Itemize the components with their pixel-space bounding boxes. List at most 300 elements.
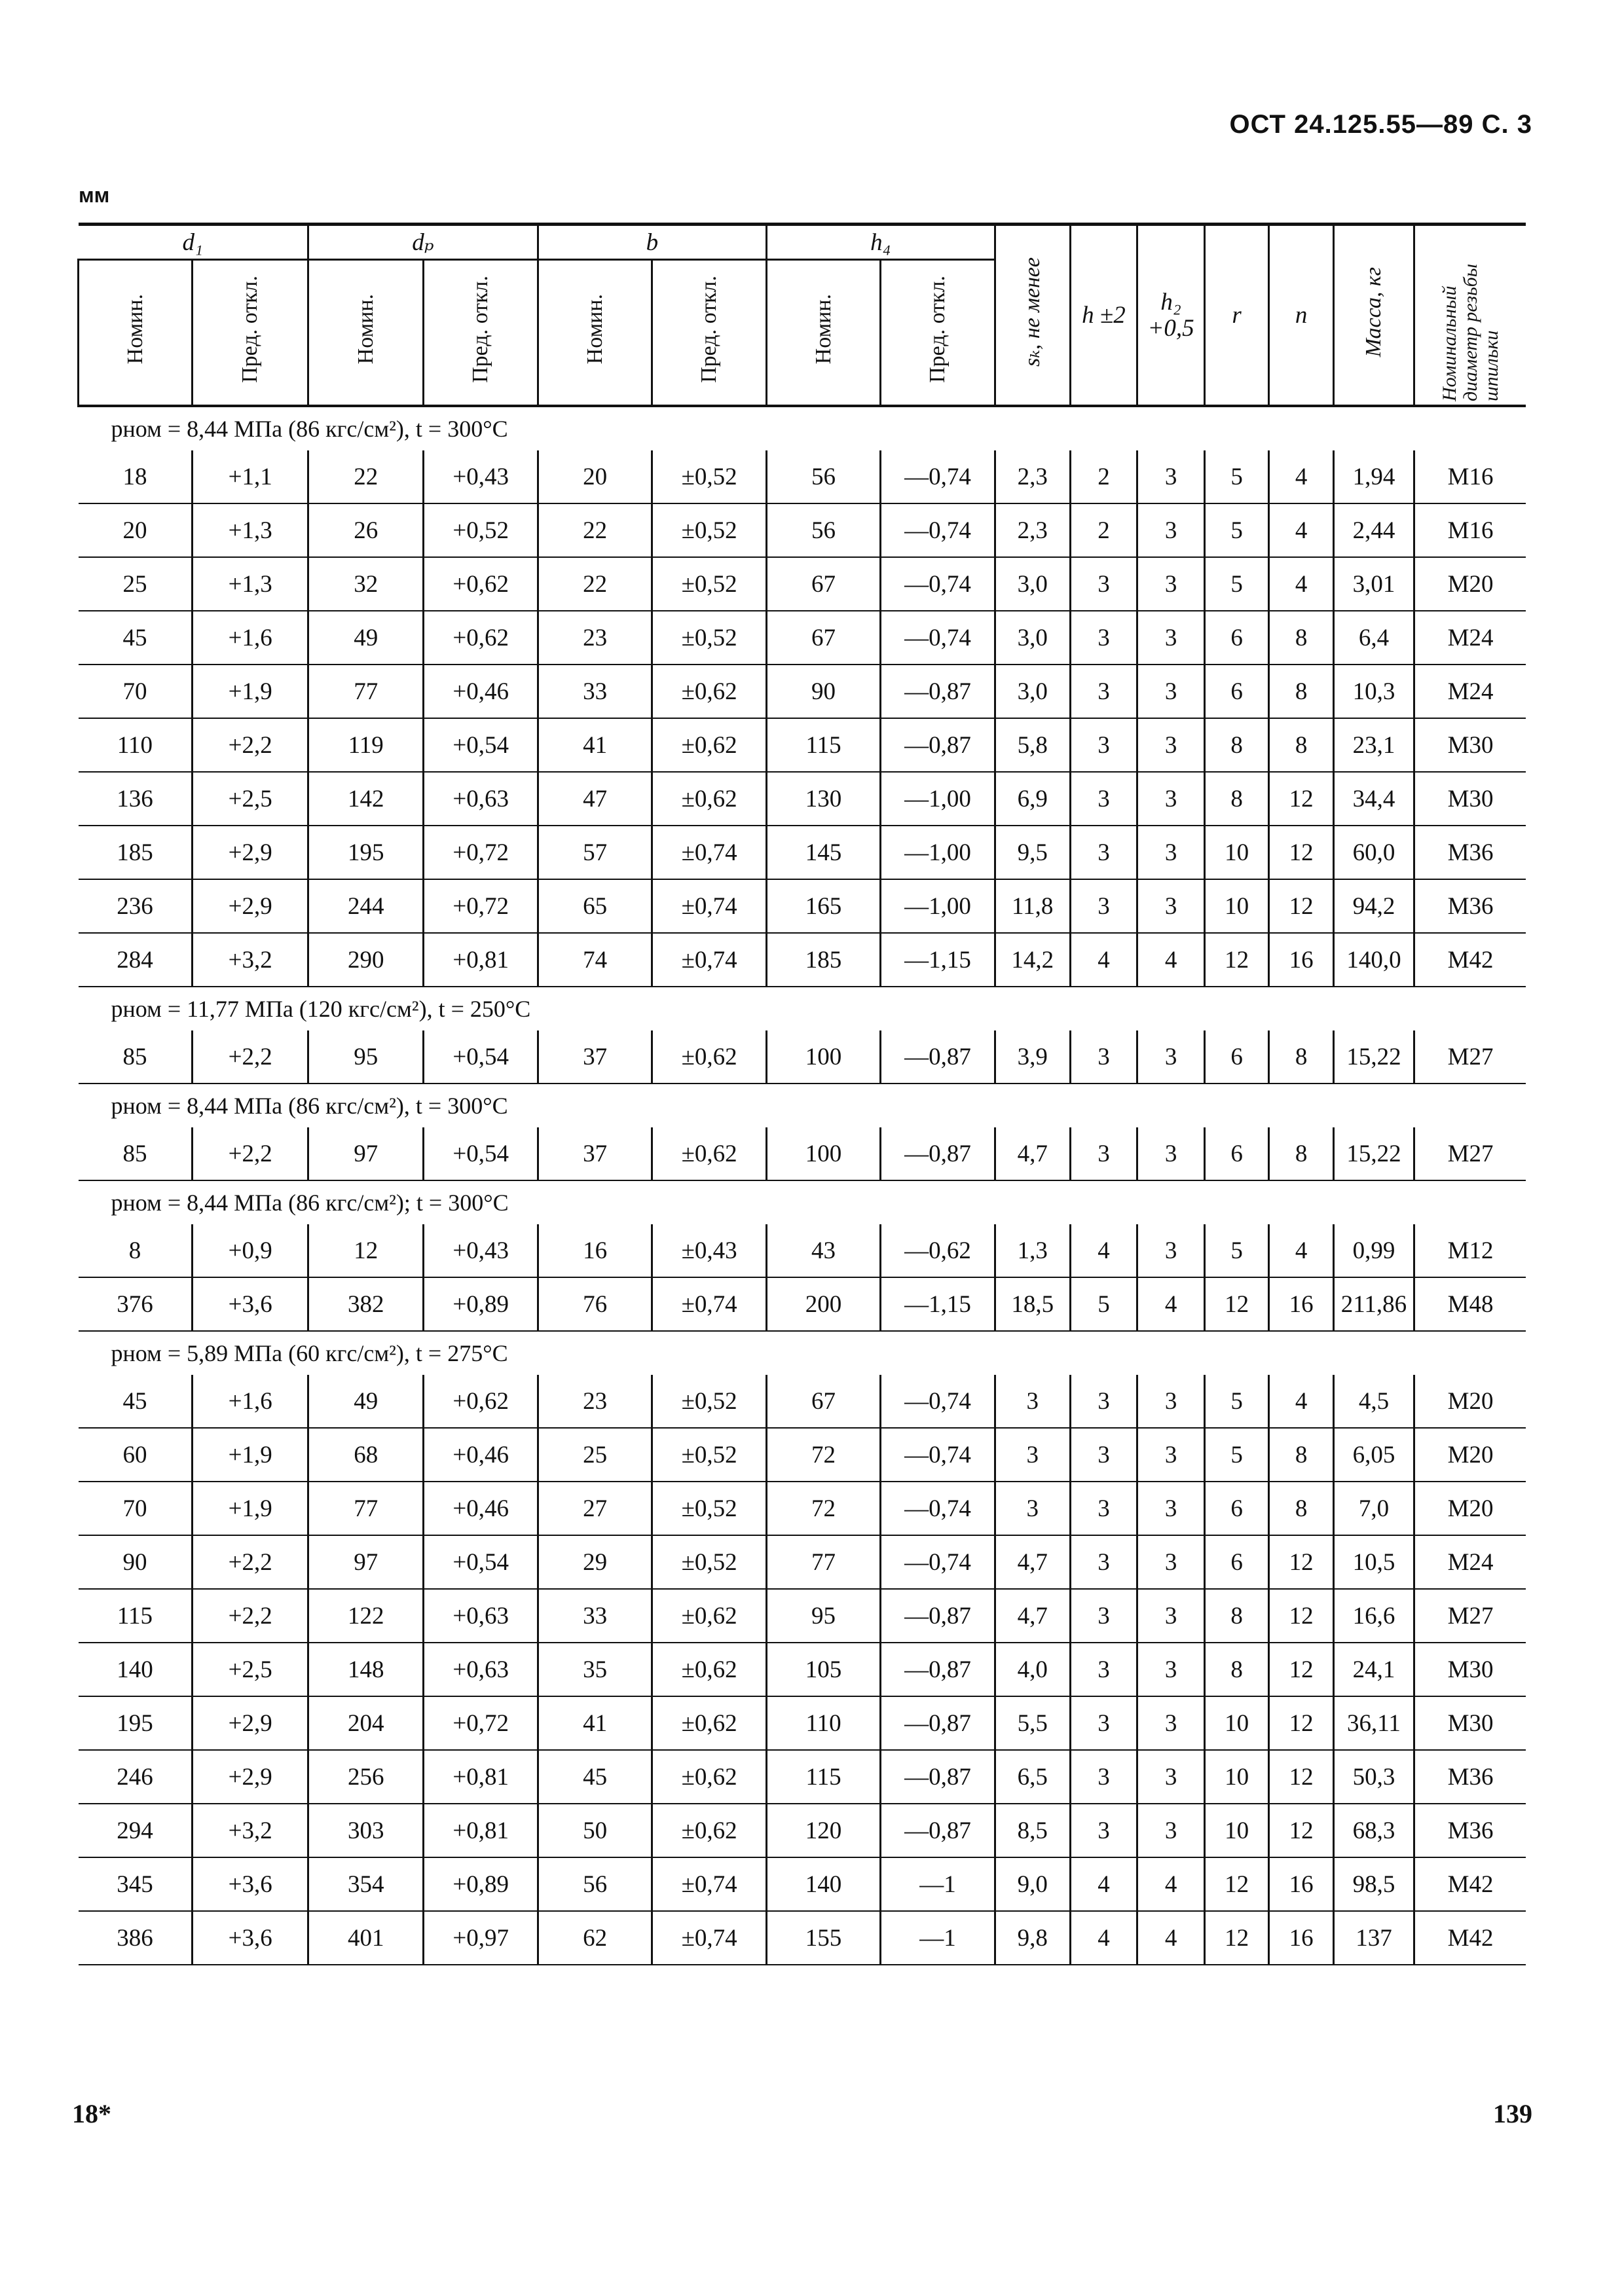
table-cell: 165 <box>766 879 880 933</box>
table-cell: ±0,52 <box>652 611 766 665</box>
table-cell: 3 <box>1070 1535 1137 1589</box>
table-cell: 22 <box>538 557 652 611</box>
table-cell: 100 <box>766 1127 880 1180</box>
table-row <box>79 772 1526 826</box>
table-cell: 36,11 <box>1333 1696 1414 1750</box>
table-cell: 246 <box>79 1750 193 1804</box>
table-cell: —1 <box>881 1857 995 1911</box>
table-cell: M30 <box>1414 718 1526 772</box>
table-cell: +0,63 <box>424 1589 538 1643</box>
table-cell: 68,3 <box>1333 1804 1414 1857</box>
table-cell: 7,0 <box>1333 1482 1414 1535</box>
table-cell: 3 <box>1137 1750 1205 1804</box>
table-cell: 56 <box>538 1857 652 1911</box>
table-cell: 45 <box>79 611 193 665</box>
table-cell: —0,87 <box>881 665 995 718</box>
table-cell: 211,86 <box>1333 1277 1414 1331</box>
table-cell: ±0,62 <box>652 1127 766 1180</box>
table-cell: 140 <box>766 1857 880 1911</box>
table-cell: +2,9 <box>193 1696 308 1750</box>
table-cell: +2,2 <box>193 1030 308 1084</box>
table-cell: 23 <box>538 611 652 665</box>
table-cell: ±0,62 <box>652 1643 766 1696</box>
table-cell: 284 <box>79 933 193 987</box>
table-cell: ±0,52 <box>652 1428 766 1482</box>
table-cell: 3 <box>1137 1696 1205 1750</box>
table-row <box>79 1804 1526 1857</box>
table-cell: —0,87 <box>881 1696 995 1750</box>
table-cell: 3 <box>1137 1127 1205 1180</box>
table-cell: M24 <box>1414 611 1526 665</box>
table-cell: 137 <box>1333 1911 1414 1965</box>
table-cell: 3,01 <box>1333 557 1414 611</box>
dimensions-table <box>77 223 1526 1965</box>
table-cell: 10 <box>1204 1804 1269 1857</box>
table-cell: ±0,74 <box>652 1857 766 1911</box>
table-cell: 6,05 <box>1333 1428 1414 1482</box>
table-cell: 10 <box>1204 1696 1269 1750</box>
table-cell: 49 <box>308 1375 424 1428</box>
table-cell: ±0,74 <box>652 826 766 879</box>
table-cell: 8 <box>1269 611 1334 665</box>
col-h2: h₂ +0,5 <box>1137 225 1205 407</box>
table-cell: M30 <box>1414 1643 1526 1696</box>
table-cell: 376 <box>79 1277 193 1331</box>
table-cell: 5 <box>1204 450 1269 503</box>
table-cell: M24 <box>1414 665 1526 718</box>
table-row <box>79 1428 1526 1482</box>
table-cell: 4 <box>1269 1224 1334 1277</box>
table-cell: ±0,62 <box>652 1750 766 1804</box>
table-cell: 12 <box>308 1224 424 1277</box>
table-cell: 3 <box>1070 557 1137 611</box>
table-cell: M20 <box>1414 557 1526 611</box>
table-cell: ±0,52 <box>652 503 766 557</box>
table-cell: 8 <box>1269 1428 1334 1482</box>
table-cell: 110 <box>79 718 193 772</box>
table-cell: 10 <box>1204 1750 1269 1804</box>
table-cell: 8 <box>1269 1030 1334 1084</box>
table-cell: ±0,52 <box>652 1482 766 1535</box>
table-cell: 23 <box>538 1375 652 1428</box>
table-cell: +2,2 <box>193 1535 308 1589</box>
table-cell: 3 <box>1070 611 1137 665</box>
footer-left: 18* <box>72 2099 111 2128</box>
table-cell: 23,1 <box>1333 718 1414 772</box>
table-cell: 195 <box>308 826 424 879</box>
table-cell: 6 <box>1204 1482 1269 1535</box>
table-cell: M20 <box>1414 1428 1526 1482</box>
table-row <box>79 611 1526 665</box>
table-cell: M30 <box>1414 772 1526 826</box>
table-cell: 10,3 <box>1333 665 1414 718</box>
table-row <box>79 1589 1526 1643</box>
table-cell: 3 <box>1070 1030 1137 1084</box>
table-row <box>79 557 1526 611</box>
table-cell: 3 <box>995 1375 1070 1428</box>
table-cell: 3 <box>1137 1224 1205 1277</box>
table-row <box>79 1857 1526 1911</box>
table-cell: 3 <box>1137 611 1205 665</box>
table-cell: 8 <box>79 1224 193 1277</box>
col-d1-nom: Номин. <box>122 294 147 365</box>
table-cell: 204 <box>308 1696 424 1750</box>
table-cell: —0,74 <box>881 1482 995 1535</box>
table-cell: —0,87 <box>881 1643 995 1696</box>
table-cell: 16 <box>1269 933 1334 987</box>
table-cell: 8 <box>1204 772 1269 826</box>
col-d1: d₁ <box>79 225 308 260</box>
table-cell: 5 <box>1204 1375 1269 1428</box>
section-heading <box>79 1084 1526 1127</box>
table-body <box>79 406 1526 1965</box>
table-cell: 5 <box>1070 1277 1137 1331</box>
col-h: h ±2 <box>1070 225 1137 407</box>
table-cell: +0,63 <box>424 772 538 826</box>
table-row <box>79 1482 1526 1535</box>
table-cell: +0,46 <box>424 665 538 718</box>
table-row <box>79 1911 1526 1965</box>
table-cell: 97 <box>308 1127 424 1180</box>
table-cell: 4,7 <box>995 1589 1070 1643</box>
table-cell: 67 <box>766 1375 880 1428</box>
table-cell: +0,89 <box>424 1857 538 1911</box>
table-cell: +3,2 <box>193 1804 308 1857</box>
table-cell: +0,81 <box>424 1750 538 1804</box>
table-cell: +3,2 <box>193 933 308 987</box>
section-heading <box>79 1180 1526 1224</box>
table-cell: 62 <box>538 1911 652 1965</box>
section-title: pном = 8,44 МПа (86 кгс/см²); t = 300°C <box>111 1190 509 1216</box>
table-cell: —1 <box>881 1911 995 1965</box>
table-cell: 70 <box>79 1482 193 1535</box>
table-row <box>79 1750 1526 1804</box>
table-cell: 97 <box>308 1535 424 1589</box>
table-cell: 115 <box>766 1750 880 1804</box>
table-cell: 3 <box>995 1428 1070 1482</box>
table-cell: 4 <box>1137 933 1205 987</box>
table-cell: 33 <box>538 1589 652 1643</box>
table-cell: 3 <box>1070 1804 1137 1857</box>
table-cell: 34,4 <box>1333 772 1414 826</box>
table-cell: 2 <box>1070 450 1137 503</box>
table-cell: M36 <box>1414 826 1526 879</box>
table-cell: 3 <box>1137 450 1205 503</box>
table-cell: 145 <box>766 826 880 879</box>
table-cell: —1,15 <box>881 1277 995 1331</box>
table-cell: —0,87 <box>881 1030 995 1084</box>
col-dp-nom: Номин. <box>353 294 378 365</box>
table-cell: 2 <box>1070 503 1137 557</box>
table-cell: 119 <box>308 718 424 772</box>
table-cell: +0,46 <box>424 1428 538 1482</box>
table-cell: 49 <box>308 611 424 665</box>
table-cell: M36 <box>1414 1804 1526 1857</box>
table-cell: 37 <box>538 1127 652 1180</box>
table-cell: 12 <box>1269 1589 1334 1643</box>
table-cell: +0,9 <box>193 1224 308 1277</box>
table-cell: +0,62 <box>424 557 538 611</box>
table-cell: 26 <box>308 503 424 557</box>
section-title: pном = 5,89 МПа (60 кгс/см²), t = 275°C <box>111 1340 508 1366</box>
table-cell: 3 <box>1070 1750 1137 1804</box>
table-cell: 90 <box>79 1535 193 1589</box>
table-cell: 345 <box>79 1857 193 1911</box>
table-cell: +0,52 <box>424 503 538 557</box>
table-cell: 3 <box>1070 772 1137 826</box>
table-cell: 5 <box>1204 557 1269 611</box>
table-cell: ±0,52 <box>652 557 766 611</box>
table-cell: +0,63 <box>424 1643 538 1696</box>
table-cell: 148 <box>308 1643 424 1696</box>
table-cell: M42 <box>1414 1857 1526 1911</box>
table-cell: 15,22 <box>1333 1030 1414 1084</box>
table-cell: 4 <box>1137 1911 1205 1965</box>
table-row <box>79 933 1526 987</box>
table-cell: 3 <box>995 1482 1070 1535</box>
table-cell: 8 <box>1204 718 1269 772</box>
table-cell: 72 <box>766 1428 880 1482</box>
table-cell: 8,5 <box>995 1804 1070 1857</box>
table-cell: 3,0 <box>995 557 1070 611</box>
section-heading <box>79 406 1526 450</box>
col-h4-nom: Номин. <box>811 294 836 365</box>
table-cell: +1,3 <box>193 503 308 557</box>
table-cell: +0,89 <box>424 1277 538 1331</box>
table-cell: 12 <box>1269 1750 1334 1804</box>
table-cell: 294 <box>79 1804 193 1857</box>
table-cell: 27 <box>538 1482 652 1535</box>
table-cell: 354 <box>308 1857 424 1911</box>
table-cell: 3 <box>1137 1030 1205 1084</box>
table-cell: +3,6 <box>193 1277 308 1331</box>
table-cell: +1,9 <box>193 1428 308 1482</box>
table-cell: 6,9 <box>995 772 1070 826</box>
table-cell: 12 <box>1204 1277 1269 1331</box>
table-cell: 136 <box>79 772 193 826</box>
table-cell: M20 <box>1414 1482 1526 1535</box>
table-cell: 2,3 <box>995 450 1070 503</box>
table-cell: 67 <box>766 557 880 611</box>
table-cell: +1,3 <box>193 557 308 611</box>
table-cell: M48 <box>1414 1277 1526 1331</box>
table-cell: 3 <box>1137 1482 1205 1535</box>
table-cell: 3 <box>1137 1589 1205 1643</box>
table-cell: ±0,62 <box>652 1804 766 1857</box>
table-cell: 3 <box>1070 826 1137 879</box>
table-cell: —0,74 <box>881 557 995 611</box>
table-cell: 76 <box>538 1277 652 1331</box>
col-h4-dev: Пред. откл. <box>925 276 950 383</box>
table-cell: 16,6 <box>1333 1589 1414 1643</box>
table-cell: 3 <box>1070 1127 1137 1180</box>
table-cell: +0,62 <box>424 611 538 665</box>
table-cell: 200 <box>766 1277 880 1331</box>
table-cell: 4,0 <box>995 1643 1070 1696</box>
table-cell: 3 <box>1070 1482 1137 1535</box>
table-cell: 256 <box>308 1750 424 1804</box>
table-cell: 85 <box>79 1127 193 1180</box>
table-cell: +0,54 <box>424 1030 538 1084</box>
table-cell: +0,54 <box>424 1127 538 1180</box>
table-cell: 43 <box>766 1224 880 1277</box>
table-cell: 142 <box>308 772 424 826</box>
table-cell: 130 <box>766 772 880 826</box>
table-cell: +1,9 <box>193 665 308 718</box>
table-cell: 155 <box>766 1911 880 1965</box>
table-cell: +0,81 <box>424 933 538 987</box>
section-title: pном = 11,77 МПа (120 кгс/см²), t = 250°C <box>111 996 531 1022</box>
table-cell: 16 <box>1269 1911 1334 1965</box>
table-cell: —0,74 <box>881 1375 995 1428</box>
table-cell: 236 <box>79 879 193 933</box>
table-cell: 5 <box>1204 503 1269 557</box>
table-cell: 5 <box>1204 1428 1269 1482</box>
table-cell: 1,3 <box>995 1224 1070 1277</box>
table-cell: +2,5 <box>193 1643 308 1696</box>
table-cell: 60,0 <box>1333 826 1414 879</box>
table-cell: 3 <box>1070 879 1137 933</box>
table-cell: 45 <box>538 1750 652 1804</box>
table-cell: +0,43 <box>424 450 538 503</box>
col-mass: Масса, кг <box>1361 266 1386 357</box>
col-dp-dev: Пред. откл. <box>468 276 493 383</box>
table-cell: +0,72 <box>424 879 538 933</box>
table-cell: 4,7 <box>995 1535 1070 1589</box>
col-thread: Номинальный диаметр резьбы шпильки <box>1438 263 1502 401</box>
table-cell: +1,6 <box>193 1375 308 1428</box>
table-cell: —1,00 <box>881 772 995 826</box>
col-n: n <box>1269 225 1334 407</box>
table-cell: +0,43 <box>424 1224 538 1277</box>
table-cell: 3 <box>1137 879 1205 933</box>
table-cell: 6 <box>1204 1127 1269 1180</box>
table-cell: 4 <box>1269 557 1334 611</box>
table-cell: 244 <box>308 879 424 933</box>
table-cell: ±0,62 <box>652 1589 766 1643</box>
table-cell: 56 <box>766 450 880 503</box>
table-cell: 98,5 <box>1333 1857 1414 1911</box>
table-cell: ±0,62 <box>652 772 766 826</box>
table-cell: 95 <box>766 1589 880 1643</box>
table-cell: ±0,74 <box>652 1277 766 1331</box>
table-cell: +2,9 <box>193 826 308 879</box>
table-cell: 9,5 <box>995 826 1070 879</box>
table-row <box>79 1535 1526 1589</box>
table-cell: 25 <box>79 557 193 611</box>
table-cell: +0,81 <box>424 1804 538 1857</box>
table-cell: 3 <box>1070 1589 1137 1643</box>
table-cell: 140 <box>79 1643 193 1696</box>
table-cell: 6 <box>1204 1030 1269 1084</box>
table-row <box>79 1127 1526 1180</box>
table-cell: M20 <box>1414 1375 1526 1428</box>
table-cell: M30 <box>1414 1696 1526 1750</box>
table-cell: 3 <box>1070 718 1137 772</box>
table-row <box>79 718 1526 772</box>
table-cell: 12 <box>1269 879 1334 933</box>
table-cell: —0,74 <box>881 1428 995 1482</box>
table-cell: 85 <box>79 1030 193 1084</box>
table-cell: M42 <box>1414 1911 1526 1965</box>
table-cell: 3 <box>1137 503 1205 557</box>
table-cell: 18,5 <box>995 1277 1070 1331</box>
table-cell: 8 <box>1269 1482 1334 1535</box>
table-cell: 8 <box>1269 718 1334 772</box>
table-cell: ±0,52 <box>652 1535 766 1589</box>
table-cell: 290 <box>308 933 424 987</box>
table-cell: 70 <box>79 665 193 718</box>
table-cell: 4 <box>1070 1857 1137 1911</box>
table-cell: M12 <box>1414 1224 1526 1277</box>
table-cell: 57 <box>538 826 652 879</box>
table-cell: M27 <box>1414 1030 1526 1084</box>
table-cell: 22 <box>308 450 424 503</box>
table-cell: 18 <box>79 450 193 503</box>
table-cell: +1,1 <box>193 450 308 503</box>
table-cell: +0,46 <box>424 1482 538 1535</box>
col-b: b <box>538 225 766 260</box>
table-row <box>79 450 1526 503</box>
table-cell: ±0,62 <box>652 718 766 772</box>
table-cell: 41 <box>538 718 652 772</box>
table-cell: 90 <box>766 665 880 718</box>
table-cell: 20 <box>538 450 652 503</box>
table-cell: 12 <box>1269 1696 1334 1750</box>
col-d1-dev: Пред. откл. <box>238 276 263 383</box>
table-cell: 4 <box>1070 1224 1137 1277</box>
table-cell: 3 <box>1137 772 1205 826</box>
table-cell: 8 <box>1269 665 1334 718</box>
table-cell: ±0,52 <box>652 1375 766 1428</box>
table-cell: 4 <box>1137 1277 1205 1331</box>
table-cell: M42 <box>1414 933 1526 987</box>
table-cell: 6 <box>1204 1535 1269 1589</box>
table-cell: —0,87 <box>881 1589 995 1643</box>
table-cell: 110 <box>766 1696 880 1750</box>
table-cell: +2,5 <box>193 772 308 826</box>
table-cell: 95 <box>308 1030 424 1084</box>
table-cell: 3 <box>1137 718 1205 772</box>
table-cell: +0,72 <box>424 826 538 879</box>
table-cell: 25 <box>538 1428 652 1482</box>
table-cell: 120 <box>766 1804 880 1857</box>
table-row <box>79 1277 1526 1331</box>
col-b-dev: Пред. откл. <box>697 276 722 383</box>
table-row <box>79 826 1526 879</box>
table-cell: 41 <box>538 1696 652 1750</box>
table-cell: 5 <box>1204 1224 1269 1277</box>
table-cell: 185 <box>79 826 193 879</box>
table-cell: 0,99 <box>1333 1224 1414 1277</box>
table-cell: 12 <box>1204 933 1269 987</box>
table-cell: 12 <box>1204 1857 1269 1911</box>
table-cell: 94,2 <box>1333 879 1414 933</box>
table-cell: 8 <box>1269 1127 1334 1180</box>
table-cell: 6 <box>1204 611 1269 665</box>
table-cell: —0,87 <box>881 718 995 772</box>
table-cell: —1,00 <box>881 879 995 933</box>
table-cell: 6,4 <box>1333 611 1414 665</box>
table-cell: 11,8 <box>995 879 1070 933</box>
table-cell: 195 <box>79 1696 193 1750</box>
table-cell: 3,0 <box>995 611 1070 665</box>
col-dp: dₚ <box>308 225 538 260</box>
table-cell: 1,94 <box>1333 450 1414 503</box>
table-cell: —0,74 <box>881 611 995 665</box>
table-cell: +1,9 <box>193 1482 308 1535</box>
table-cell: 401 <box>308 1911 424 1965</box>
